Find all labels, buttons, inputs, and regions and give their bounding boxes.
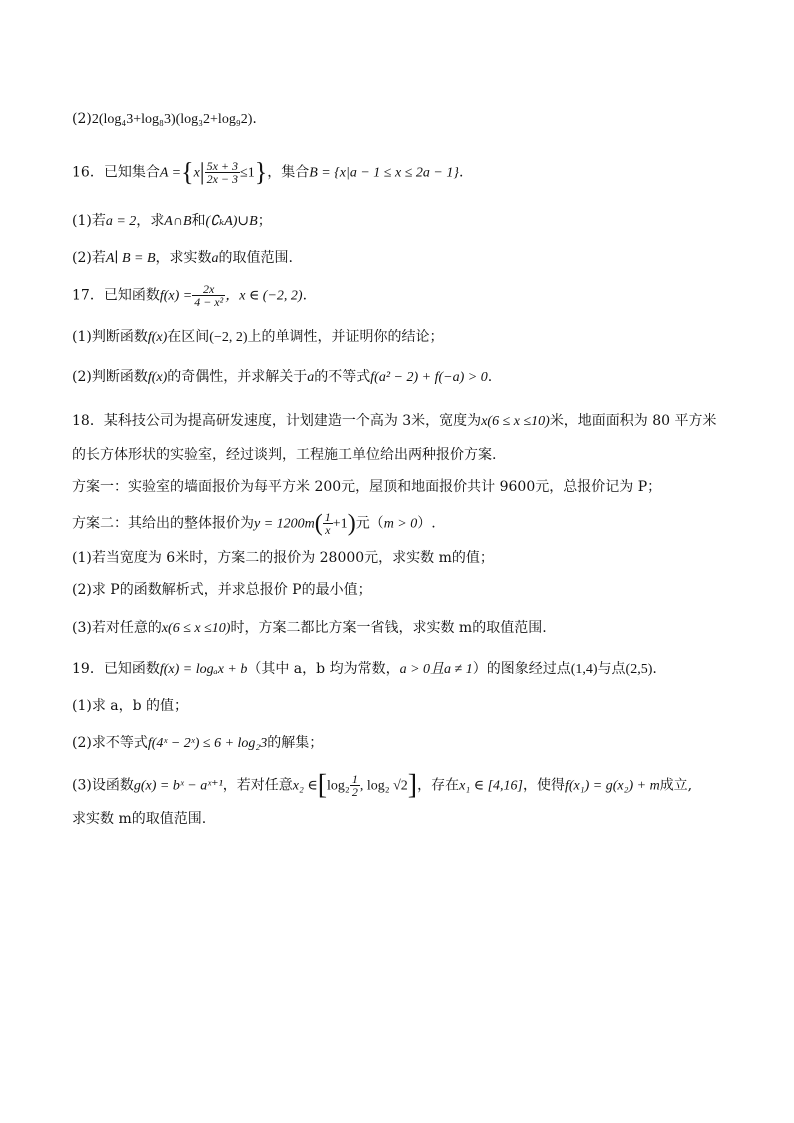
text: ，使得: [522, 777, 565, 794]
problem-18-plan-2: 方案二：其给出的整体报价为y = 1200m( $\frac{1}{x}$ +1)元（m > 0）.: [72, 510, 436, 537]
text: 的不等式: [314, 369, 371, 385]
text: ，存在: [417, 777, 460, 794]
text: ，求实数: [155, 250, 212, 266]
text: 的奇偶性，并求解关于: [167, 369, 308, 385]
problem-16-part-2: [72, 247, 293, 270]
math-expression: A∩B: [164, 214, 192, 229]
problem-number: 16．: [72, 164, 104, 181]
problem-17: [72, 283, 307, 308]
fraction: $\frac{1}{2}$: [351, 772, 358, 799]
text: （其中 a，b 均为常数，: [247, 661, 400, 677]
math-expression: , log₂ √2: [359, 778, 408, 794]
problem-19: [72, 658, 657, 681]
problem-19-part-2: [72, 732, 323, 755]
problem-19-part-3-cont: [72, 808, 206, 830]
punct: .: [302, 287, 308, 304]
math-expression: 2(log₄3+log₈3)(log₃2+log₉2): [91, 112, 253, 127]
math-expression: f(x₁) = g(x₂) + m: [564, 778, 660, 794]
math-expression: x₁ ∈ [4,16]: [459, 778, 523, 794]
problem-17-part-2: [72, 366, 492, 389]
problem-16-part-1: [72, 210, 272, 233]
text: (2)判断函数: [72, 369, 148, 385]
math-expression: a > 0且a ≠ 1: [399, 662, 473, 677]
math-expression: x(6 ≤ x ≤10): [481, 414, 550, 429]
fraction: $\frac{5x + 3}{2x - 3}$: [206, 159, 239, 186]
text: (1)若当宽度为 6米时，方案二的报价为 28000元，求实数 m的值；: [72, 550, 494, 566]
problem-18-part-2: [72, 579, 372, 601]
text: 上的单调性，并证明你的结论；: [247, 329, 444, 345]
fraction: $\frac{2x}{\text{4 − x²}}$: [194, 282, 224, 309]
text: (1)求 a，b 的值；: [72, 698, 189, 714]
text: (1)判断函数: [72, 329, 148, 345]
text: (1)若: [72, 213, 106, 229]
problem-17-part-1: [72, 326, 444, 349]
text: ）的图象经过点: [472, 661, 571, 677]
math-expression: (1,4): [570, 662, 598, 677]
problem-18-line-2: [72, 444, 496, 466]
math-expression: A∣ B = B: [105, 251, 156, 266]
math-expression: f(a² − 2) + f(−a) > 0: [370, 370, 488, 385]
text: ，求: [136, 213, 165, 229]
math-expression: (−2, 2): [209, 330, 248, 345]
text: (2)若: [72, 250, 106, 266]
problem-18-part-1: [72, 547, 494, 569]
math-expression: f(x) = logₐx + b: [159, 662, 248, 677]
text: 元（: [355, 515, 384, 532]
text: 的取值范围.: [218, 250, 293, 266]
text: 在区间: [167, 329, 210, 345]
math-expression: (2,5): [625, 662, 653, 677]
punct: .: [458, 164, 464, 181]
math-expression: x₂ ∈: [292, 778, 318, 794]
math-expression: ，x ∈ (−2, 2): [225, 288, 303, 304]
punct: ；: [257, 213, 272, 229]
text: 成立,: [659, 777, 693, 794]
math-expression: y = 1200m: [254, 516, 315, 532]
problem-number: 19．: [72, 661, 104, 677]
math-expression: a = 2: [105, 214, 137, 229]
text: ，若对任意: [222, 777, 293, 794]
text: (2)求不等式: [72, 735, 148, 751]
text: 方案二：其给出的整体报价为: [72, 515, 254, 532]
math-expression: A =: [159, 165, 182, 181]
math-expression: (∁ₖA)∪B: [205, 214, 258, 229]
text: 已知函数: [103, 287, 160, 304]
punct: .: [487, 369, 493, 385]
text: (3)设函数: [72, 777, 134, 794]
math-expression: B = {x|a − 1 ≤ x ≤ 2a − 1}: [309, 165, 459, 181]
text: ，集合: [267, 164, 310, 181]
text: 米，地面面积为 80 平方米: [549, 413, 717, 429]
math-expression: g(x) = bˣ − aˣ⁺¹: [133, 778, 223, 794]
punct: .: [652, 661, 657, 677]
math-expression: f(x): [147, 330, 168, 345]
text: 已知函数: [103, 661, 160, 677]
problem-15-part-2: [72, 108, 257, 131]
text: 已知集合: [103, 164, 160, 181]
problem-16: 16．已知集合A ={x| $\frac{5x + 3}{2x - 3}$ ≤1}，集合B = {x|a − 1 ≤ x ≤ 2a − 1}.: [72, 157, 464, 187]
text: (3)若对任意的: [72, 620, 162, 636]
math-expression: m > 0: [383, 516, 418, 532]
problem-number: 18．: [72, 413, 104, 429]
fraction: $\frac{1}{x}$: [324, 510, 331, 537]
math-expression: f(4ˣ − 2ˣ) ≤ 6 + log₂3: [147, 736, 268, 751]
problem-18: [72, 410, 717, 433]
text: 与点: [597, 661, 626, 677]
text: 的长方体形状的实验室，经过谈判，工程施工单位给出两种报价方案.: [72, 447, 497, 463]
text: 的解集；: [267, 735, 324, 751]
math-variable: a: [211, 251, 219, 266]
math-expression: f(x): [147, 370, 168, 385]
punct: .: [252, 111, 257, 127]
problem-19-part-3: (3)设函数g(x) = bˣ − aˣ⁺¹，若对任意x₂ ∈[log₂ $\frac{1}{2}$ , log₂ √2]，存在x₁ ∈ [4,16]，使得f(x₁) = g(x₂) + m成立,: [72, 769, 693, 801]
text: 求实数 m的取值范围.: [72, 811, 207, 827]
punct: ）.: [417, 515, 436, 532]
math-expression: ≤1: [240, 165, 255, 181]
math-expression: f(x) =: [159, 288, 193, 304]
part-label: (2): [72, 111, 92, 127]
text: 某科技公司为提高研发速度，计划建造一个高为 3米，宽度为: [103, 413, 482, 429]
math-expression: +1: [332, 516, 348, 532]
problem-19-part-1: [72, 695, 188, 717]
text: 和: [191, 213, 206, 229]
problem-18-plan-1: [72, 476, 661, 498]
math-expression: log₂: [327, 778, 350, 794]
problem-18-part-3: [72, 617, 547, 640]
math-expression: x(6 ≤ x ≤10): [161, 621, 231, 636]
text: (2)求 P的函数解析式，并求总报价 P的最小值；: [72, 582, 372, 598]
math-variable: a: [307, 370, 315, 385]
text: 方案一：实验室的墙面报价为每平方米 200元，屋顶和地面报价共计 9600元，总报价记为 P；: [72, 479, 662, 495]
text: 时，方案二都比方案一省钱，求实数 m的取值范围.: [230, 620, 547, 636]
problem-number: 17．: [72, 287, 104, 304]
